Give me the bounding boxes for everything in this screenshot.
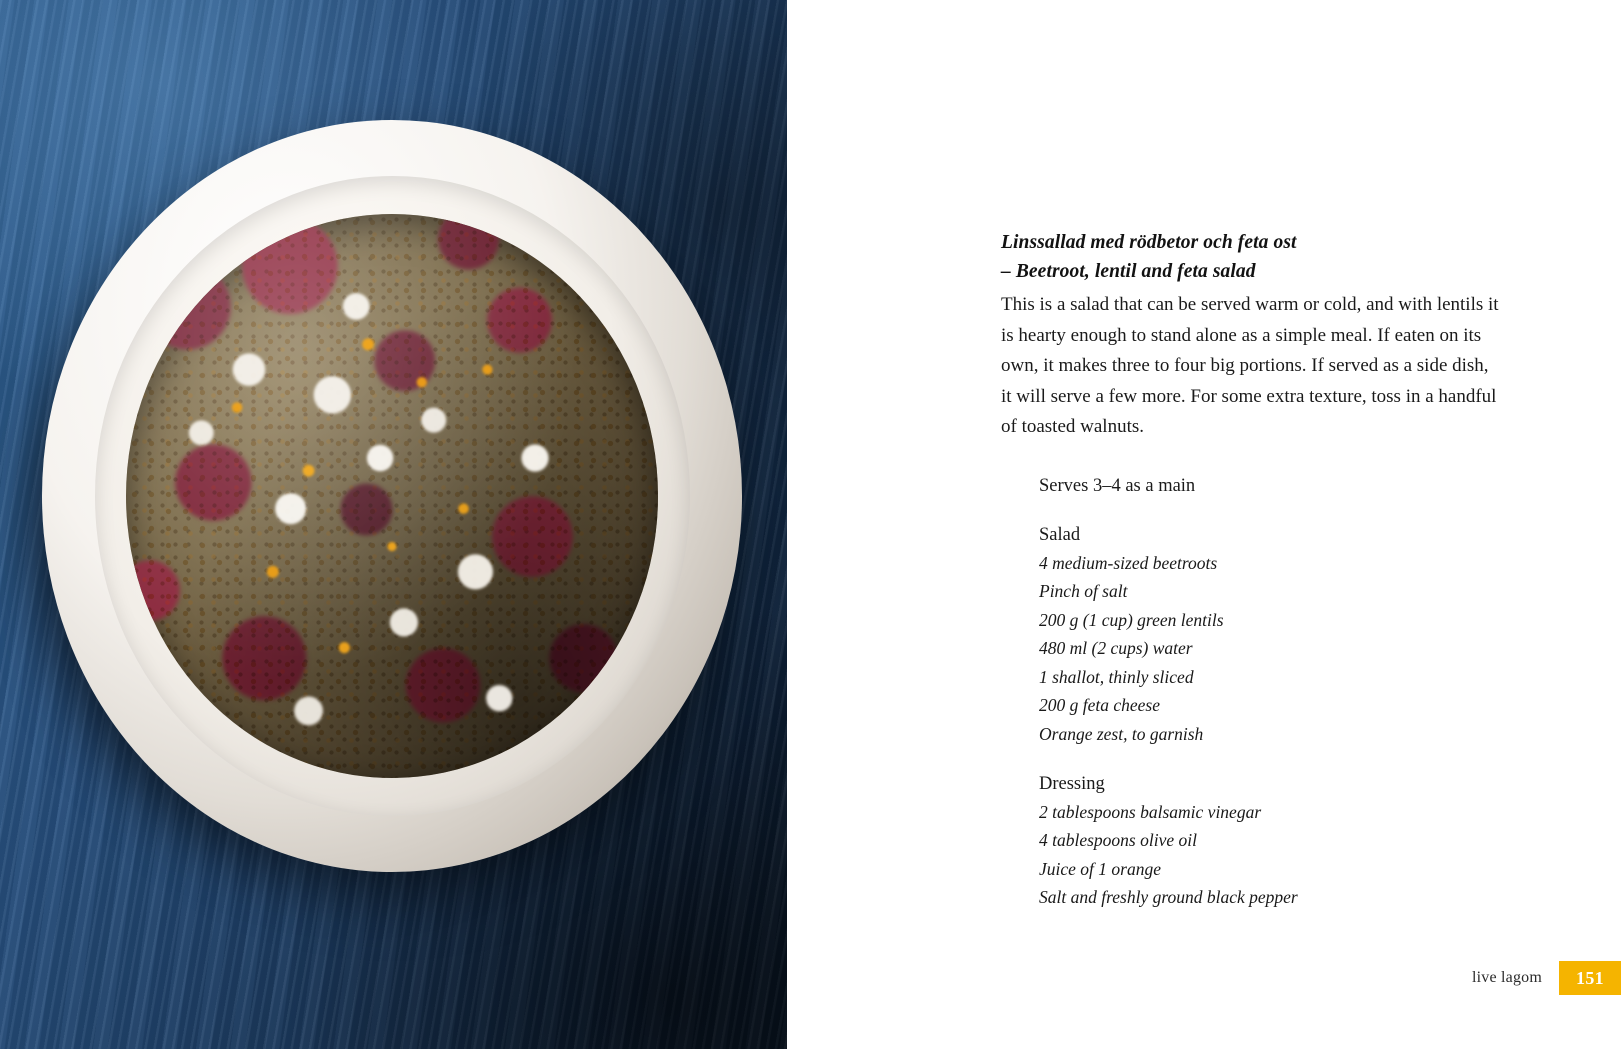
white-bowl xyxy=(42,120,742,872)
list-item: 2 tablespoons balsamic vinegar xyxy=(1039,801,1262,822)
recipe-title-swedish: Linssallad med rödbetor och feta ost xyxy=(1001,232,1297,253)
list-item: 4 tablespoons olive oil xyxy=(1039,830,1197,851)
page-number-badge: 151 xyxy=(1559,961,1621,995)
page-footer xyxy=(1472,961,1621,995)
list-item: 200 g feta cheese xyxy=(1039,695,1160,716)
list-item: 480 ml (2 cups) water xyxy=(1039,638,1193,659)
group-heading-dressing: Dressing xyxy=(1039,773,1105,794)
recipe-intro: This is a salad that can be served warm or cold, and with lentils it is hearty enough to stand alone as a simple meal. If eaten on its own, it makes three to four big portions. If served as a side dish, it will serve a few more. For some extra texture, toss in a handful of toasted walnuts. xyxy=(1001,294,1499,437)
list-item: 4 medium-sized beetroots xyxy=(1039,552,1218,573)
recipe-title-english: – Beetroot, lentil and feta salad xyxy=(1001,261,1256,282)
salad-contents xyxy=(126,214,658,778)
list-item: 1 shallot, thinly sliced xyxy=(1039,666,1194,687)
lentil-texture xyxy=(126,214,658,778)
group-heading-salad: Salad xyxy=(1039,524,1081,545)
ingredient-group-dressing xyxy=(1039,770,1501,912)
recipe-block xyxy=(1001,228,1501,912)
list-item: 200 g (1 cup) green lentils xyxy=(1039,609,1224,630)
list-item: Orange zest, to garnish xyxy=(1039,724,1204,745)
ingredients-block xyxy=(1001,472,1501,913)
salad-lighting xyxy=(126,214,658,778)
list-item: Salt and freshly ground black pepper xyxy=(1039,887,1298,908)
list-item: Pinch of salt xyxy=(1039,581,1128,602)
recipe-title xyxy=(1001,228,1501,286)
list-item: Juice of 1 orange xyxy=(1039,858,1161,879)
serves-line: Serves 3–4 as a main xyxy=(1039,475,1196,496)
photo-page xyxy=(0,0,787,1049)
ingredient-group-salad xyxy=(1039,521,1501,749)
book-title-footer: live lagom xyxy=(1472,969,1542,986)
recipe-page xyxy=(787,0,1621,1049)
